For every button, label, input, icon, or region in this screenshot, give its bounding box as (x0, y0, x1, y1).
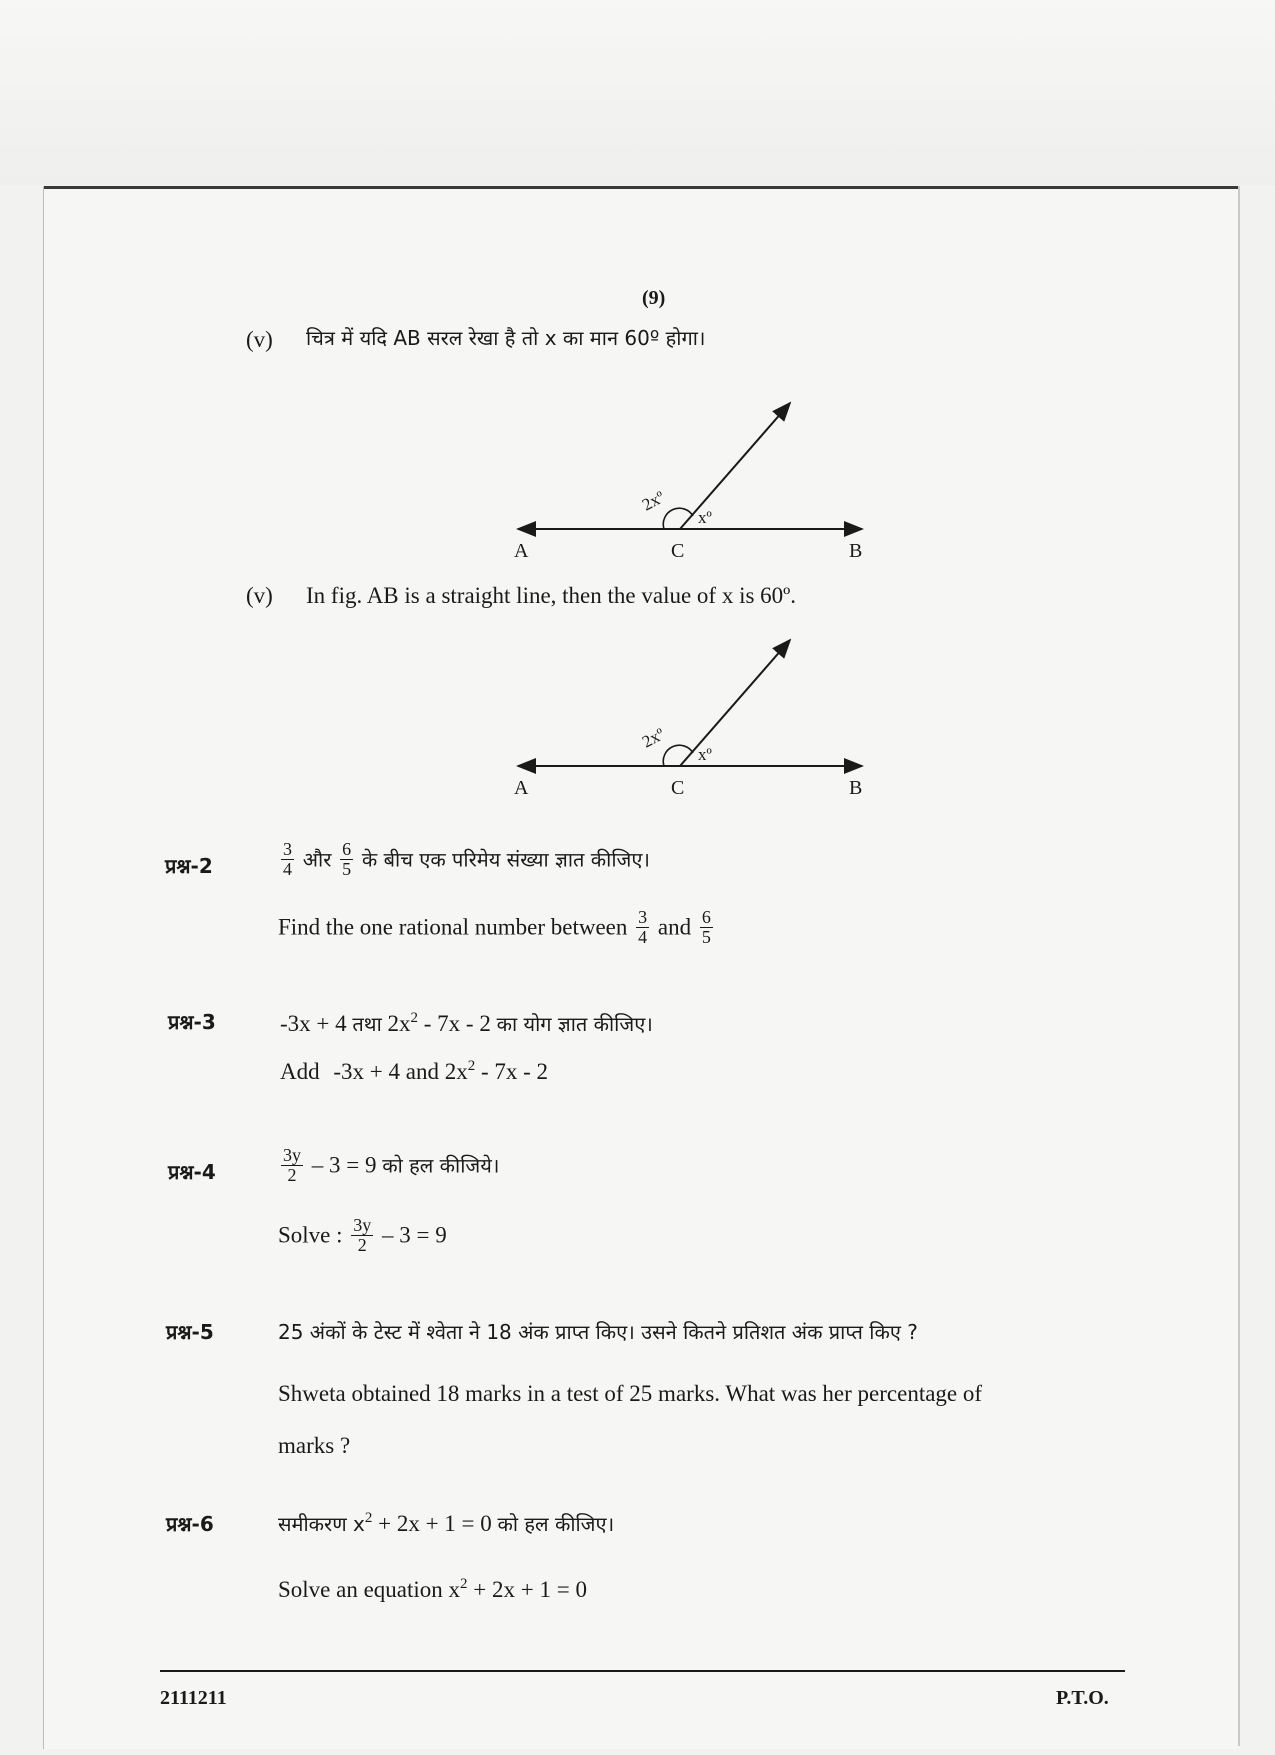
q2-hindi (278, 839, 650, 881)
q3-english-expr2: - 7x - 2 (475, 1059, 549, 1084)
footer-pto: P.T.O. (1056, 1687, 1109, 1709)
q5-english-line1: Shweta obtained 18 marks in a test of 25 marks. What was her percentage of (278, 1381, 983, 1406)
frac-den: 4 (638, 926, 648, 947)
angle-2x-label: 2xº (638, 487, 668, 515)
footer-code: 2111211 (160, 1687, 227, 1709)
item-v-label-english: (v) (246, 583, 273, 608)
sheet-edge (1238, 186, 1240, 1746)
item-v-text-hindi (306, 326, 705, 349)
point-c-label: C (671, 540, 685, 562)
angle-diagram (500, 395, 880, 570)
q3-expr1: -3x + 4 (280, 1011, 347, 1036)
q3-join: तथा (352, 1012, 382, 1036)
q4-hindi (278, 1145, 500, 1187)
q6-label: प्रश्न-6 (166, 1512, 214, 1536)
point-b-label: B (849, 777, 863, 799)
fraction-3-4 (281, 840, 294, 879)
q4-label: प्रश्न-4 (168, 1160, 216, 1184)
q6-english (278, 1578, 587, 1601)
fraction-6-5 (340, 840, 353, 879)
item-v-hindi-statement: चित्र में यदि AB सरल रेखा है तो x का मान 60º होगा। (306, 326, 706, 350)
q4-hindi-rest: को हल कीजिये। (382, 1153, 500, 1178)
frac-num: 6 (342, 839, 352, 859)
q5-hindi: 25 अंकों के टेस्ट में श्वेता ने 18 अंक प्राप्त किए। उसने कितने प्रतिशत अंक प्राप्त किए ? (278, 1320, 918, 1344)
q2-label: प्रश्न-2 (165, 854, 213, 878)
q6-exponent: 2 (460, 1576, 468, 1592)
point-b-label: B (849, 540, 863, 562)
q5-english-line2: marks ? (278, 1433, 351, 1458)
q6-hindi (278, 1512, 614, 1535)
q3-english-expr1: -3x + 4 and 2x (333, 1059, 468, 1084)
q2-english (278, 907, 716, 949)
q6-hindi-rest: को हल कीजिए। (497, 1512, 615, 1536)
frac-num: 3 (638, 907, 648, 927)
point-c-label: C (671, 777, 685, 799)
footer-rule (160, 1670, 1125, 1672)
q3-hindi (280, 1012, 653, 1035)
ray-c (680, 403, 790, 529)
q6-english-pre: Solve an equation x (278, 1577, 461, 1602)
fraction-6-5 (700, 908, 713, 947)
ray-c (680, 640, 790, 766)
q3-expr2a: 2x (387, 1011, 411, 1036)
q4-equation: – 3 = 9 (382, 1222, 447, 1248)
q6-exponent: 2 (364, 1510, 373, 1526)
angle-x-label: xº (698, 745, 712, 764)
background-page-top (0, 0, 1275, 185)
frac-num: 3y (283, 1145, 301, 1165)
q6-english-eq: + 2x + 1 = 0 (467, 1577, 587, 1602)
item-v-label-hindi: (v) (246, 327, 273, 352)
q2-hindi-rest: के बीच एक परिमेय संख्या ज्ञात कीजिए। (361, 847, 650, 872)
angle-x-label: xº (698, 508, 712, 527)
frac-den: 4 (283, 858, 292, 879)
q3-expr2b: - 7x - 2 (418, 1011, 491, 1036)
fraction-3-4 (636, 908, 649, 947)
angle-figure-1 (500, 395, 880, 570)
q6-hindi-eq: + 2x + 1 = 0 (372, 1511, 492, 1536)
frac-den: 2 (357, 1234, 367, 1255)
q3-exponent: 2 (467, 1058, 476, 1074)
fraction-3y-2 (351, 1216, 373, 1255)
frac-den: 5 (342, 858, 352, 879)
q3-hindi-rest: का योग ज्ञात कीजिए। (496, 1012, 653, 1036)
item-v-text-english: In fig. AB is a straight line, then the value of x is 60º. (306, 583, 797, 608)
frac-num: 6 (701, 907, 711, 927)
q3-english (280, 1060, 548, 1083)
q6-hindi-pre: समीकरण x (278, 1512, 365, 1536)
angle-2x-label: 2xº (638, 724, 668, 752)
frac-num: 3 (283, 839, 292, 859)
q3-english-add: Add (280, 1059, 320, 1084)
q3-label: प्रश्न-3 (168, 1010, 216, 1034)
q2-english-text: Find the one rational number between (278, 914, 628, 940)
q2-hindi-and: और (302, 847, 332, 872)
q4-equation: – 3 = 9 (311, 1152, 377, 1178)
q4-english-solve: Solve : (278, 1222, 343, 1248)
q3-exponent: 2 (410, 1010, 419, 1026)
q2-english-and: and (657, 914, 692, 940)
angle-figure-2 (500, 636, 880, 811)
page-number: (9) (642, 287, 666, 309)
frac-den: 5 (701, 926, 711, 947)
frac-num: 3y (353, 1215, 372, 1235)
point-a-label: A (514, 777, 529, 799)
frac-den: 2 (287, 1164, 297, 1185)
point-a-label: A (514, 540, 529, 562)
q4-english (278, 1215, 447, 1257)
q5-label: प्रश्न-5 (166, 1320, 214, 1344)
angle-diagram (500, 636, 880, 811)
fraction-3y-2 (281, 1146, 303, 1185)
